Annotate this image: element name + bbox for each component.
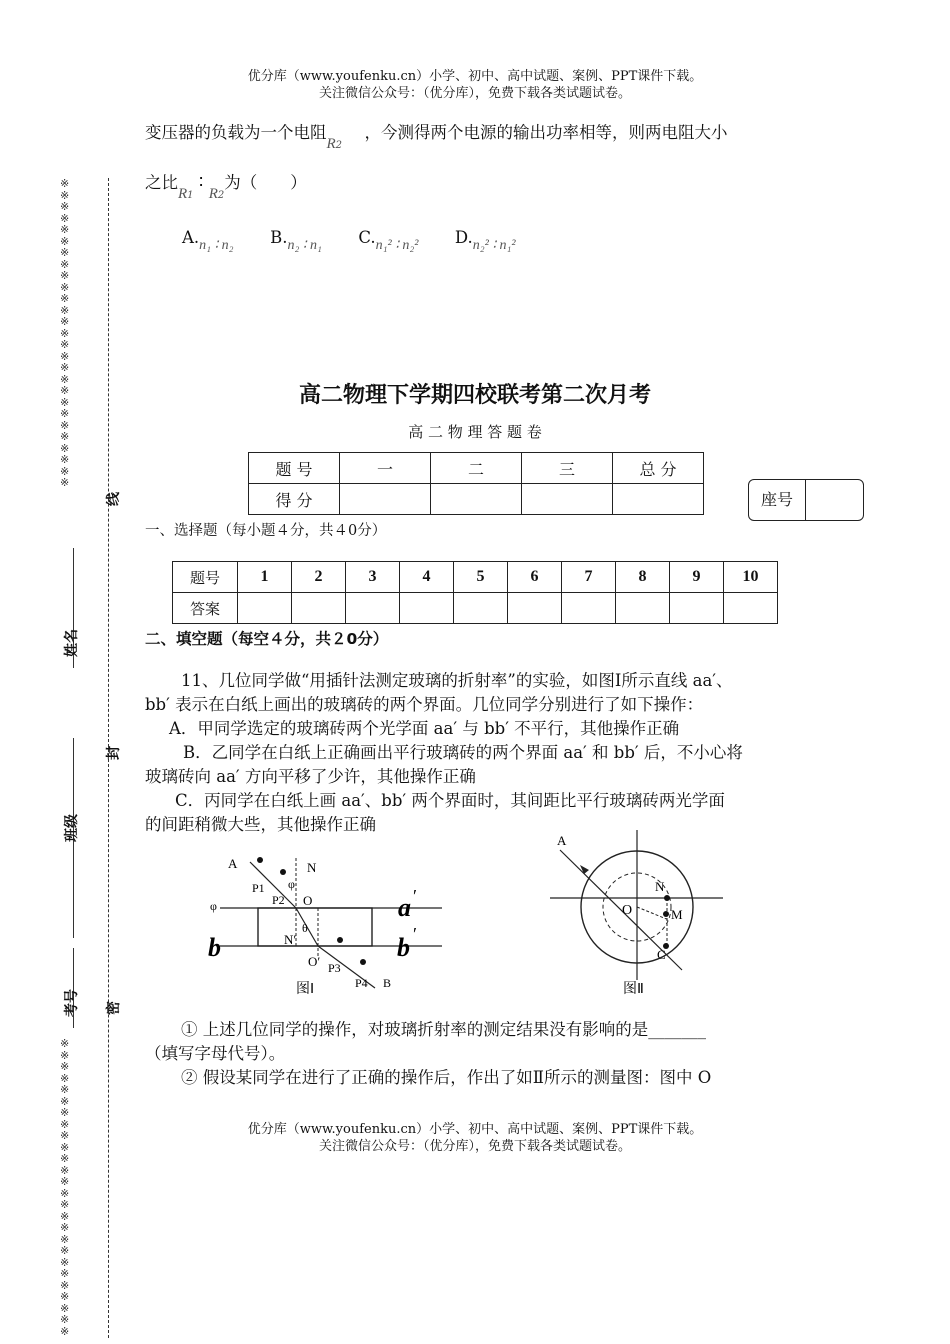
score-table-value-row — [249, 484, 704, 515]
answer-table — [172, 561, 778, 624]
question-number: 4 — [400, 562, 454, 593]
question-number: 2 — [292, 562, 346, 593]
fig1-label-P4: P4 — [355, 976, 368, 990]
q10-option-b[interactable] — [270, 228, 322, 253]
question-number: 8 — [616, 562, 670, 593]
option-a-label: A. — [182, 228, 200, 247]
seat-box — [748, 479, 864, 521]
fig1-label-O: O — [303, 893, 313, 908]
fig1-label-theta: θ — [302, 921, 308, 935]
q11-subquestions — [145, 1018, 825, 1090]
fig1-label-N-prime: N′ — [284, 932, 297, 947]
fig1-label-a: a — [398, 893, 411, 922]
q11-option-c2: 的间距稍微大些，其他操作正确 — [145, 815, 376, 834]
option-c-label: C. — [358, 228, 376, 247]
margin-label-exam-id: 考号 — [64, 989, 80, 1017]
option-c-expr: n₁² ∶ n₂² — [375, 238, 419, 253]
answer-input-row — [173, 593, 778, 624]
answer-cell[interactable] — [616, 593, 670, 624]
score-table — [248, 452, 704, 515]
pin-p2 — [280, 869, 286, 875]
score-row-label: 得 分 — [249, 484, 340, 515]
q10-options — [182, 226, 516, 252]
page-title: 高二物理下学期四校联考第二次月考 — [298, 383, 651, 408]
question-number: 3 — [346, 562, 400, 593]
option-b-label: B. — [270, 228, 288, 247]
fig1-label-P2: P2 — [272, 893, 285, 907]
fig1-label-P3: P3 — [328, 961, 341, 975]
section2-title: 二、填空题（每空４分，共２0分） — [145, 630, 389, 648]
margin-label-class: 班级 — [64, 814, 80, 842]
q10-text-d: 为（ ） — [224, 173, 307, 192]
score-table-header-row — [249, 453, 704, 484]
seat-number-field[interactable] — [807, 480, 863, 520]
r2b-symbol: R — [208, 186, 218, 202]
q10-r2 — [327, 131, 365, 158]
q11-line2: bb′ 表示在白纸上画出的玻璃砖的两个界面。几位同学分别进行了如下操作： — [145, 695, 704, 714]
q11-sub1-line1: ① 上述几位同学的操作，对玻璃折射率的测定结果没有影响的是_______ — [181, 1020, 706, 1039]
answer-cell[interactable] — [508, 593, 562, 624]
fig1-label-b-left: b — [208, 933, 221, 962]
fig1-label-B: B — [383, 976, 392, 990]
fig2-point-N — [664, 895, 670, 901]
q10-option-c[interactable] — [358, 228, 419, 253]
answer-row-label: 答案 — [173, 593, 238, 624]
pin-p1 — [257, 857, 263, 863]
question-number: 6 — [508, 562, 562, 593]
score-header-cell: 总 分 — [613, 453, 704, 484]
page-footer — [0, 1121, 950, 1155]
answer-cell[interactable] — [670, 593, 724, 624]
score-cell[interactable] — [340, 484, 431, 515]
q10-line2 — [145, 171, 307, 202]
q11-option-a: A．甲同学选定的玻璃砖两个光学面 aa′ 与 bb′ 不平行，其他操作正确 — [169, 719, 680, 738]
question-number: 1 — [238, 562, 292, 593]
fig2-label-M: M — [671, 907, 683, 922]
fig2-caption: 图Ⅱ — [623, 982, 644, 997]
q11-line1: 11、几位同学做“用插针法测定玻璃的折射率”的实验，如图Ⅰ所示直线 aa′、 — [181, 671, 733, 690]
question-number: 9 — [670, 562, 724, 593]
score-header-cell: 三 — [522, 453, 613, 484]
seat-label: 座号 — [749, 480, 806, 520]
margin-label-xian: 线 — [106, 492, 122, 506]
answer-row-label: 题号 — [173, 562, 238, 593]
r1-symbol: R — [178, 186, 188, 202]
fig2-label-A: A — [557, 833, 567, 848]
fig2-label-N: N — [655, 879, 665, 894]
score-header-cell: 题 号 — [249, 453, 340, 484]
fig1-label-P1: P1 — [252, 881, 265, 895]
option-b-expr: n₂ ∶ n₁ — [287, 238, 322, 253]
q11-sub2-line1: ② 假设某同学在进行了正确的操作后，作出了如Ⅱ所示的测量图：图中 O — [181, 1068, 712, 1087]
score-cell[interactable] — [613, 484, 704, 515]
question-number: 10 — [724, 562, 778, 593]
fig2-label-O: O — [622, 903, 633, 918]
fig2-point-M — [663, 911, 669, 917]
answer-number-row — [173, 562, 778, 593]
fig2-arrow-in — [580, 865, 589, 874]
score-cell[interactable] — [522, 484, 613, 515]
r2-symbol: R — [326, 136, 336, 152]
q10-text-a: 变压器的负载为一个电阻 — [145, 123, 327, 142]
page-subtitle: 高 二 物 理 答 题 卷 — [408, 423, 542, 441]
star-segment: ※ ※ ※ ※ ※ ※ ※ ※ ※ ※ ※ ※ ※ ※ ※ ※ ※ ※ ※ ※ ※ ※ ※ ※ ※ ※ — [60, 1037, 70, 1338]
q10-line1 — [145, 121, 728, 152]
r1-subscript: 1 — [187, 190, 194, 201]
star-segment: ※ ※ ※ ※ ※ ※ ※ ※ ※ ※ ※ ※ ※ ※ ※ ※ ※ ※ ※ ※ ※ ※ ※ ※ ※ ※ ※ — [60, 177, 70, 489]
q10-option-d[interactable] — [454, 228, 516, 253]
score-header-cell: 一 — [340, 453, 431, 484]
fig1-b-prime-mark: ′ — [413, 924, 417, 944]
figure-2 — [545, 825, 735, 1000]
q10-r2b — [209, 183, 225, 202]
q10-option-a[interactable] — [182, 228, 234, 253]
ratio-colon: ∶ — [198, 172, 204, 193]
score-cell[interactable] — [431, 484, 522, 515]
answer-cell[interactable] — [454, 593, 508, 624]
option-d-label: D. — [454, 228, 473, 247]
q10-text-b: ，今测得两个电源的输出功率相等，则两电阻大小 — [364, 123, 728, 142]
q10-r1 — [178, 183, 194, 202]
pin-p3 — [337, 937, 343, 943]
footer-line-1: 优分库（www.youfenku.cn）小学、初中、高中试题、案例、PPT课件下载。 — [247, 1122, 703, 1137]
fig1-caption: 图Ⅰ — [296, 982, 315, 997]
answer-cell[interactable] — [724, 593, 778, 624]
question-number: 5 — [454, 562, 508, 593]
q11-option-b1: B．乙同学在白纸上正确画出平行玻璃砖的两个界面 aa′ 和 bb′ 后，不小心将 — [183, 743, 743, 762]
section1-title: 一、选择题（每小题４分，共４0分） — [145, 523, 387, 539]
fig2-label-C: C — [657, 947, 666, 962]
score-header-cell: 二 — [431, 453, 522, 484]
fig1-label-O-prime: O′ — [308, 954, 321, 969]
answer-cell[interactable] — [346, 593, 400, 624]
q10-text-c: 之比 — [145, 173, 178, 192]
option-a-expr: n₁ ∶ n₂ — [199, 238, 234, 253]
header-line-2: 关注微信公众号：（优分库），免费下载各类试题试卷。 — [318, 86, 631, 101]
pin-p4 — [360, 959, 366, 965]
margin-label-feng: 封 — [106, 746, 122, 760]
answer-cell[interactable] — [292, 593, 346, 624]
binding-margin — [54, 178, 124, 1338]
footer-line-2: 关注微信公众号：（优分库），免费下载各类试题试卷。 — [318, 1139, 631, 1154]
fig1-a-prime-mark: ′ — [413, 886, 417, 906]
fig1-label-b-right: b — [397, 933, 410, 962]
question-number: 7 — [562, 562, 616, 593]
fig1-label-phi-left: φ — [210, 899, 217, 913]
q11-body — [145, 669, 825, 837]
margin-label-mi: 密 — [106, 1001, 122, 1015]
fig1-label-phi: φ — [288, 877, 295, 891]
q11-option-b2: 玻璃砖向 aa′ 方向平移了少许，其他操作正确 — [145, 767, 476, 786]
r2b-subscript: 2 — [217, 190, 225, 201]
fig1-label-A: A — [228, 856, 238, 871]
margin-label-name: 姓名 — [64, 629, 80, 657]
figure-1 — [200, 850, 450, 1000]
page-header — [0, 68, 950, 102]
q11-sub1-line2: （填写字母代号）。 — [145, 1044, 286, 1063]
header-line-1: 优分库（www.youfenku.cn）小学、初中、高中试题、案例、PPT课件下载。 — [247, 69, 703, 84]
answer-cell[interactable] — [400, 593, 454, 624]
option-d-expr: n₂² ∶ n₁² — [472, 238, 516, 253]
r2-subscript: 2 — [335, 140, 343, 151]
answer-cell[interactable] — [562, 593, 616, 624]
fig1-label-N: N — [307, 860, 317, 875]
answer-cell[interactable] — [238, 593, 292, 624]
q11-option-c1: C．丙同学在白纸上画 aa′、bb′ 两个界面时，其间距比平行玻璃砖两光学面 — [175, 791, 725, 810]
